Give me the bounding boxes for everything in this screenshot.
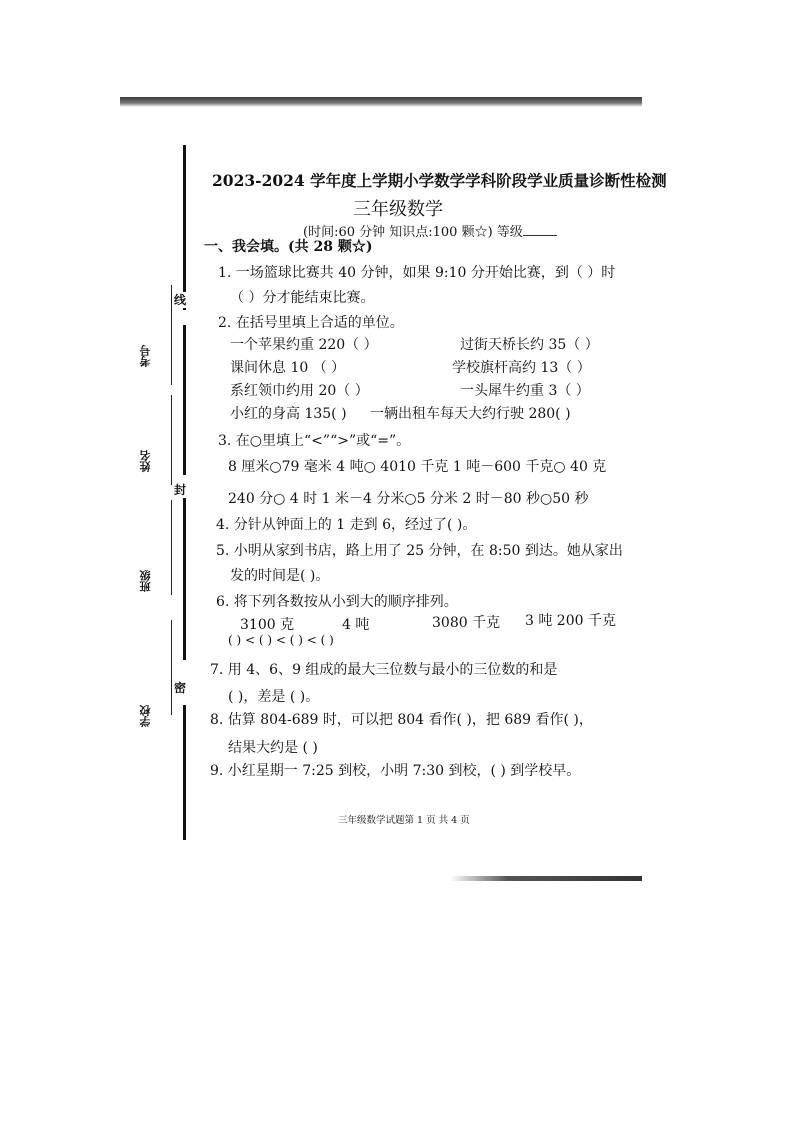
q8-line2: 结果大约是 ( ) xyxy=(228,740,318,756)
binding-line-middle xyxy=(183,325,186,475)
q3-row1: 8 厘米○79 毫米 4 吨○ 4010 千克 1 吨－600 千克○ 40 克 xyxy=(228,459,607,475)
q2-item-apple: 一个苹果约重 220（ ） xyxy=(230,337,378,353)
field-school: 学校 xyxy=(139,705,152,727)
binding-label-mi: 密 xyxy=(174,681,187,695)
q6-item-1: 3100 克 xyxy=(240,617,295,633)
binding-line-lower xyxy=(183,495,186,660)
q9-line: 9. 小红星期一 7:25 到校，小明 7:30 到校，( ) 到学校早。 xyxy=(210,763,581,779)
q1-line2: （ ）分才能结束比赛。 xyxy=(230,290,375,306)
exam-title: 2023-2024 学年度上学期小学数学学科阶段学业质量诊断性检测 xyxy=(212,171,667,190)
q2-item-break: 课间休息 10 （ ） xyxy=(230,360,346,376)
section-heading: 一、我会填。(共 28 颗☆) xyxy=(204,239,373,255)
q5-line1: 5. 小明从家到书店，路上用了 25 分钟，在 8:50 到达。她从家出 xyxy=(216,543,623,559)
q2-item-flagpole: 学校旗杆高约 13（ ） xyxy=(452,360,591,376)
q6-heading: 6. 将下列各数按从小到大的顺序排列。 xyxy=(216,594,458,610)
field-exam-number-line xyxy=(171,285,172,385)
q4-line: 4. 分针从钟面上的 1 走到 6，经过了( )。 xyxy=(216,517,477,533)
q2-item-scarf: 系红领巾约用 20（ ） xyxy=(230,383,369,399)
binding-label-xian: 线 xyxy=(174,293,187,307)
q3-row2: 240 分○ 4 时 1 米－4 分米○5 分米 2 时－80 秒○50 秒 xyxy=(228,491,589,507)
grade-blank[interactable] xyxy=(523,225,557,236)
q2-item-bridge: 过街天桥长约 35（ ） xyxy=(460,337,599,353)
exam-info: (时间:60 分钟 知识点:100 颗☆) 等级 xyxy=(303,221,557,240)
binding-label-feng: 封 xyxy=(174,483,187,497)
q2-heading: 2. 在括号里填上合适的单位。 xyxy=(218,315,404,331)
binding-line-bottom xyxy=(183,705,186,840)
q2-item-rhino: 一头犀牛约重 3（ ） xyxy=(460,383,590,399)
field-name-line xyxy=(171,395,172,485)
field-exam-number: 考号 xyxy=(139,345,152,367)
scan-bottom-edge xyxy=(450,876,642,881)
q7-line1: 7. 用 4、6、9 组成的最大三位数与最小的三位数的和是 xyxy=(210,662,558,678)
page-footer: 三年级数学试题第 1 页 共 4 页 xyxy=(338,815,470,826)
q2-item-height: 小红的身高 135( ) xyxy=(230,406,347,422)
binding-line-top xyxy=(183,145,186,310)
field-name: 姓名 xyxy=(139,450,152,472)
q6-answer-row: ( ) < ( ) < ( ) < ( ) xyxy=(228,633,334,647)
field-class-line xyxy=(171,500,172,595)
exam-subtitle: 三年级数学 xyxy=(353,199,443,220)
q5-line2: 发的时间是( )。 xyxy=(230,568,330,584)
field-school-line xyxy=(171,620,172,715)
q3-heading: 3. 在○里填上“<”“>”或“=”。 xyxy=(218,433,411,449)
field-class: 班级 xyxy=(139,570,152,592)
q6-item-2: 4 吨 xyxy=(342,617,370,633)
q8-line1: 8. 估算 804-689 时，可以把 804 看作( )，把 689 看作( )， xyxy=(210,712,593,728)
scan-top-edge xyxy=(120,97,642,107)
q1-line1: 1. 一场篮球比赛共 40 分钟，如果 9:10 分开始比赛，到（ ）时 xyxy=(218,265,616,281)
q6-item-3: 3080 千克 xyxy=(432,615,501,631)
q6-item-4: 3 吨 200 千克 xyxy=(525,613,616,629)
q2-item-taxi: 一辆出租车每天大约行驶 280( ) xyxy=(370,406,571,422)
q7-line2: ( )，差是 ( )。 xyxy=(228,689,320,705)
